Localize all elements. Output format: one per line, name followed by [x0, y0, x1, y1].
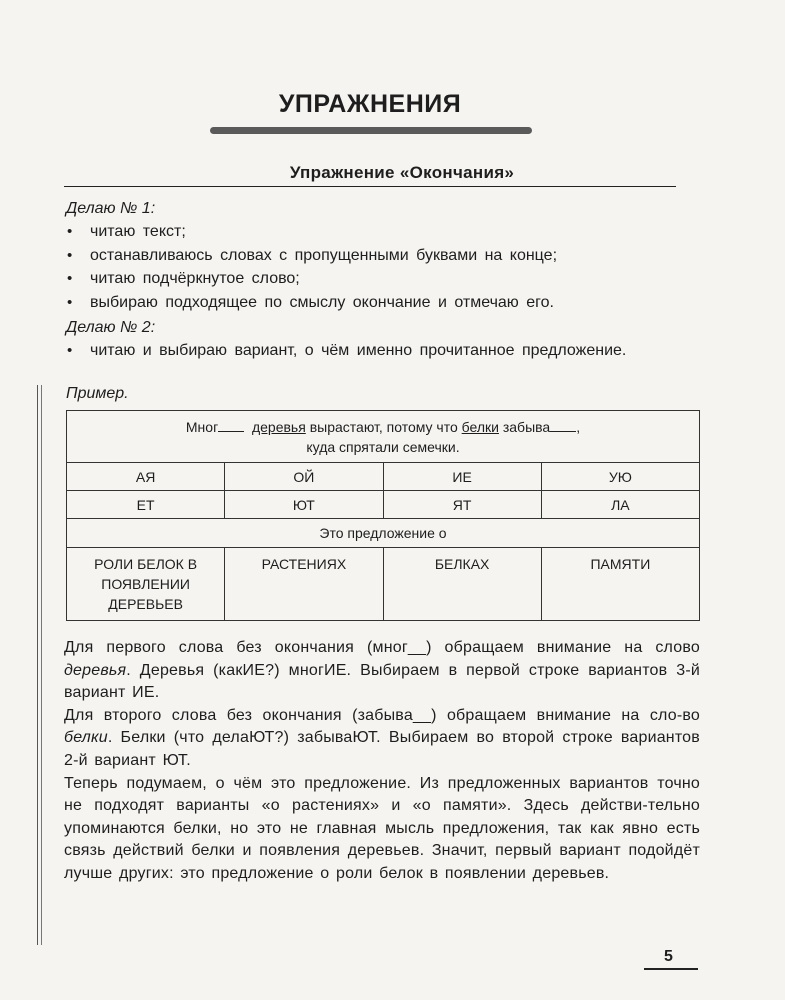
blank-line — [218, 419, 244, 432]
example-label: Пример. — [66, 385, 129, 402]
answer-option: ПАМЯТИ — [541, 548, 699, 621]
text-run: Для второго слова без окончания (забыва__) обращаем внимание на сло-во — [64, 706, 700, 724]
explanation-text — [64, 637, 700, 886]
page-title: УПРАЖНЕНИЯ — [278, 90, 462, 118]
page-number-rule — [644, 968, 698, 970]
title-underline-bar — [210, 127, 532, 134]
sentence-text: Мног — [185, 418, 219, 435]
ending-option: ЕТ — [67, 491, 225, 519]
list-item: • читаю текст; — [64, 220, 557, 244]
exercise-title: Упражнение «Окончания» — [289, 163, 515, 182]
italic-word: белки — [64, 729, 108, 747]
step1-heading: Делаю № 1: — [66, 200, 156, 217]
example-sentence — [67, 411, 700, 463]
paragraph: Теперь подумаем, о чём это предложение. Из предложенных вариантов точно не подходят варианты «о растениях» и «о памяти». Здесь действи-тельно упоминаются белки, но это не главная мысль предложения, так как явно есть связь действий белки и появления деревьев. Значит, первый вариант подойдёт лучше других: это предложение о роли белок в появлении деревьев. — [64, 774, 700, 882]
italic-word: деревья — [64, 661, 127, 679]
text-run: . Белки (что делаЮТ?) забываЮТ. Выбираем во второй строке вариантов 2-й вариант ЮТ. — [64, 729, 700, 769]
blank-line — [550, 419, 576, 432]
list-item: • выбираю подходящее по смыслу окончание и отмечаю его. — [64, 291, 557, 315]
text-run: Для первого слова без окончания (мног__) обращаем внимание на слово — [64, 639, 700, 656]
step1-list — [64, 220, 557, 314]
list-item: • читаю подчёркнутое слово; — [64, 267, 557, 291]
step2-list — [64, 339, 626, 363]
ending-option: ОЙ — [225, 463, 383, 491]
underlined-word: деревья — [251, 418, 306, 435]
ending-option: ЛА — [541, 491, 699, 519]
margin-line — [37, 385, 38, 945]
text-run: . Деревья (какИЕ?) многИЕ. Выбираем в первой строке вариантов 3-й вариант ИЕ. — [64, 661, 700, 702]
list-item: • останавливаюсь словах с пропущенными буквами на конце; — [64, 244, 557, 268]
underlined-word: белки — [461, 418, 499, 435]
ending-option: ЯТ — [383, 491, 541, 519]
answer-option: РАСТЕНИЯХ — [225, 548, 383, 621]
sentence-text: забыва — [498, 418, 551, 435]
about-label: Это предложение о — [67, 519, 700, 548]
ending-option: АЯ — [67, 463, 225, 491]
paragraph — [64, 637, 700, 705]
exercise-title-rule — [64, 186, 676, 187]
margin-line — [41, 385, 42, 945]
paragraph — [64, 705, 700, 773]
ending-option: ЮТ — [225, 491, 383, 519]
step2-heading: Делаю № 2: — [66, 319, 156, 336]
answer-option: БЕЛКАХ — [383, 548, 541, 621]
example-table — [66, 410, 700, 621]
sentence-text: вырастают, потому что — [305, 418, 462, 435]
answer-option: РОЛИ БЕЛОК В ПОЯВЛЕНИИ ДЕРЕВЬЕВ — [67, 548, 225, 621]
page-number: 5 — [664, 948, 673, 965]
sentence-text: куда спрятали семечки. — [306, 438, 460, 455]
list-item: • читаю и выбираю вариант, о чём именно прочитанное предложение. — [64, 339, 626, 363]
ending-option: УЮ — [541, 463, 699, 491]
ending-option: ИЕ — [383, 463, 541, 491]
sentence-text: , — [576, 418, 581, 435]
